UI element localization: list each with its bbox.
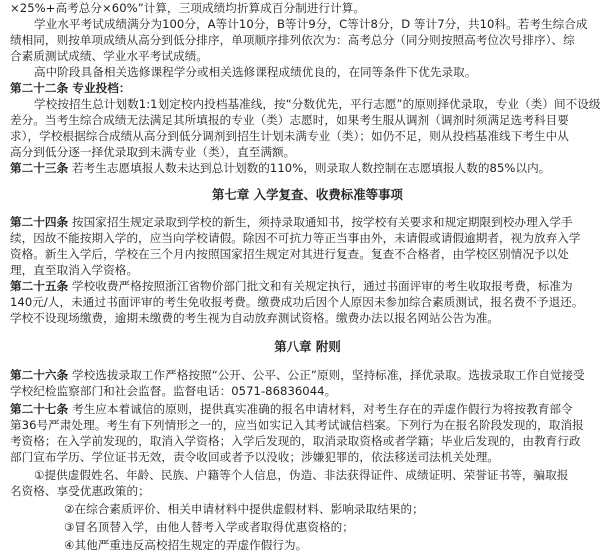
line-text: 若考生志愿填报人数未达到总计划数的110%，则录取人数控制在志愿填报人数的85%以内。 — [68, 161, 551, 175]
text-line — [34, 96, 601, 112]
line-text: 高中阶段具备相关选修课程学分或相关选修课程成绩优良的，在同等条件下优先录取。 — [34, 65, 477, 79]
line-text: 学业水平考试成绩满分为100分，A等计10分，B等计9分，C等计8分，D 等计7分，共10科。若考生综合成 — [34, 17, 588, 31]
line-text: 学校纪检监察部门和社会监督。监督电话：0571-86836044。 — [10, 384, 337, 398]
text-line — [64, 501, 424, 517]
text-line — [10, 128, 569, 144]
line-text: 考资格；在入学前发现的，取消入学资格；入学后发现的，取消录取资格或者学籍；毕业后发现的，由教育行政 — [10, 434, 581, 448]
article-label: 第二十三条 — [10, 161, 69, 175]
line-text: 部门宣布学历、学位证书无效，责令收回或者予以没收；涉嫌犯罪的，依法移送司法机关处理。 — [10, 450, 500, 464]
line-text: 学校选拔录取工作严格按照“公开、公平、公正”原则，坚持标准，择优录取。选拔录取工作自觉接受 — [68, 368, 585, 382]
text-line — [10, 383, 336, 399]
line-text: 名资格、享受优惠政策的； — [10, 484, 150, 498]
text-line — [10, 214, 573, 230]
line-text: 考生应本着诚信的原则，提供真实准确的报名申请材料，对考生存在的弄虚作假行为将按教育部令 — [68, 402, 573, 416]
text-line — [10, 278, 573, 294]
text-line — [10, 80, 131, 96]
line-text: 学校按招生总计划数1:1划定校内投档基准线，按“分数优先，平行志愿”的原则择优录取，专业（类）间不设级 — [34, 97, 601, 111]
article-label: 第二十四条 — [10, 215, 69, 229]
line-text: 学校收费严格按照浙江省物价部门批文和有关规定执行，通过书面评审的考生收取报考费，标准为 — [68, 279, 573, 293]
text-line — [10, 144, 295, 160]
line-text: 求），学校根据综合成绩从高分到低分调剂到招生计划未满专业（类）；如仍不足，则从投档基准线下考生中从 — [10, 129, 569, 143]
text-line — [10, 310, 499, 326]
article-label: 第二十二条 专业投档： — [10, 81, 131, 95]
line-text: ②在综合素质评价、相关申请材料中提供虚假材料、影响录取结果的； — [64, 502, 424, 516]
text-line — [10, 48, 208, 64]
line-text: ④其他严重违反高校招生规定的弄虚作假行为。 — [64, 538, 308, 552]
line-text: 按国家招生规定录取到学校的新生，须持录取通知书，按学校有关要求和规定期限到校办理入学手 — [68, 215, 573, 229]
article-label: 第二十七条 — [10, 402, 69, 416]
article-label: 第二十六条 — [10, 368, 69, 382]
text-line — [10, 230, 581, 246]
article-label: 第二十五条 — [10, 279, 69, 293]
text-line — [64, 537, 307, 553]
text-line — [10, 0, 365, 16]
line-text: 学校不设现场缴费，逾期未缴费的考生视为自动放弃测试资格。缴费办法以报名网站公告为准。 — [10, 311, 500, 325]
text-line — [10, 262, 138, 278]
text-line — [10, 367, 585, 383]
line-text: 140元/人，未通过书面评审的考生免收报考费。缴费成功后因个人原因未参加综合素质测试，报名费不予退还。 — [10, 295, 584, 309]
text-line — [10, 401, 573, 417]
line-text: 资格。新生入学后，学校在三个月内按照国家招生规定对其进行复查。复查不合格者，由学校区别情况予以处 — [10, 247, 569, 261]
text-line — [10, 246, 569, 262]
text-line — [34, 467, 568, 483]
line-text: ×25%+高考总分×60%”计算，三项成绩均折算成百分制进行计算。 — [10, 1, 365, 15]
line-text: ③冒名顶替入学，由他人替考入学或者取得优惠资格的； — [64, 520, 354, 534]
line-text: 合素质测试成绩、学业水平考试成绩。 — [10, 49, 208, 63]
text-line — [10, 32, 575, 48]
line-text: 高分到低分逐一择优录取到未满专业（类），直至满额。 — [10, 145, 296, 159]
line-text: 第36号严肃处理。考生有下列情形之一的，应当如实记入其考试诚信档案。下列行为在报名阶段发现的，取消报 — [10, 418, 584, 432]
line-text: 理，直至取消入学资格。 — [10, 263, 139, 277]
text-line — [10, 294, 584, 310]
text-line — [10, 483, 150, 499]
line-text: ①提供虚假姓名、年龄、民族、户籍等个人信息，伪造、非法获得证件、成绩证明、荣誉证书等，骗取报 — [34, 468, 569, 482]
chapter-heading — [0, 187, 615, 203]
chapter-title: 第八章 附则 — [274, 339, 341, 354]
line-text: 续，因故不能按期入学的，应当向学校请假。除因不可抗力等正当事由外，未请假或请假逾期者，视为放弃入学 — [10, 231, 581, 245]
line-text: 差分。当考生综合成绩无法满足其所填报的专业（类）志愿时，如果考生服从调剂（调剂时须满足选考科目要 — [10, 113, 569, 127]
text-line — [10, 433, 581, 449]
line-text: 绩相同，则按单项成绩从高分到低分排序，单项顺序排列依次为：高考总分（同分则按照高考位次号排序）、综 — [10, 33, 575, 47]
text-line — [10, 112, 569, 128]
text-line — [10, 417, 584, 433]
text-line — [10, 449, 499, 465]
chapter-title: 第七章 入学复查、收费标准等事项 — [212, 187, 403, 202]
text-line — [64, 519, 354, 535]
text-line — [10, 160, 550, 176]
text-line — [34, 16, 588, 32]
text-line — [34, 64, 476, 80]
chapter-heading — [0, 339, 615, 355]
